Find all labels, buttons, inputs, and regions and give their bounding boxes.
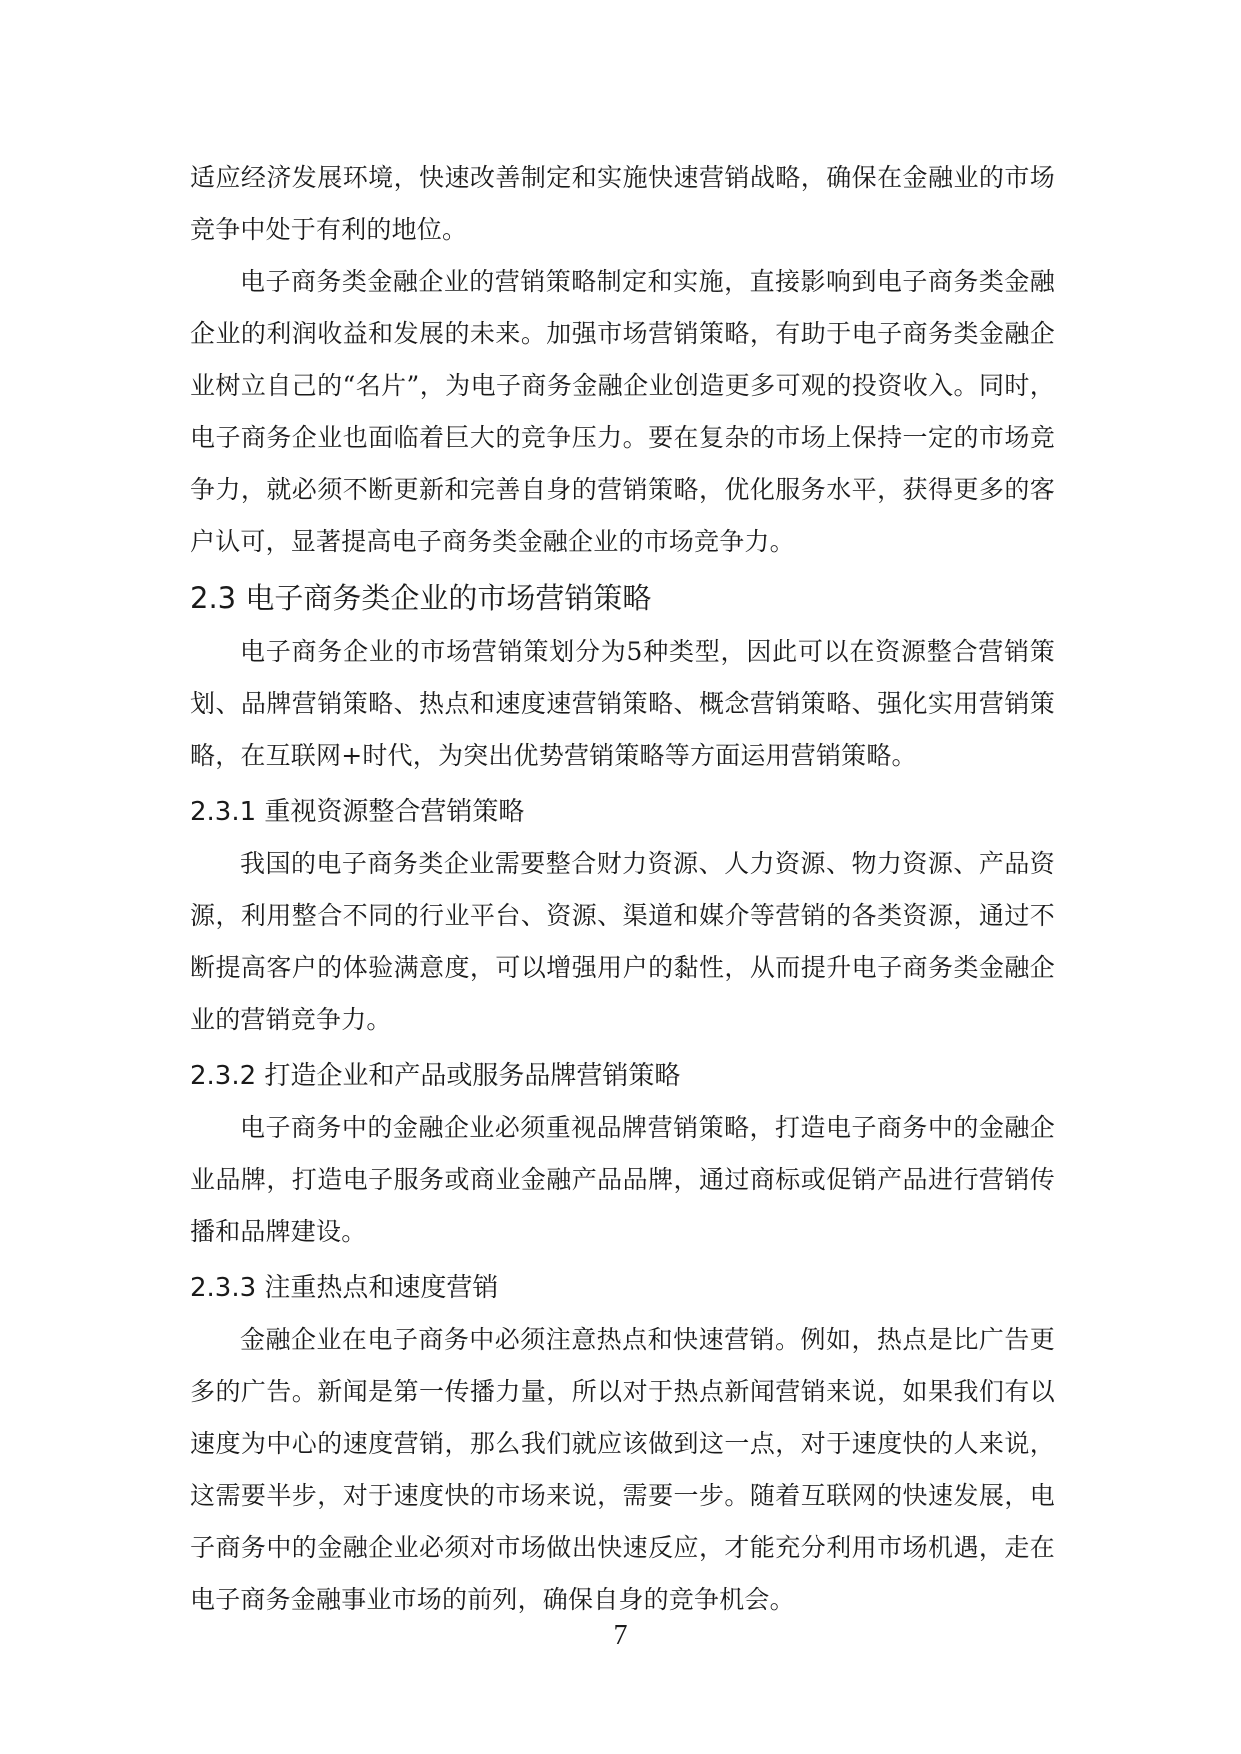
paragraph-resource-integration: 我国的电子商务类企业需要整合财力资源、人力资源、物力资源、产品资源，利用整合不同的行业平台、资源、渠道和媒介等营销的各类资源，通过不断提高客户的体验满意度，可以增强用户的黏性，从而提升电子商务类金融企业的营销竞争力。 [190, 849, 1055, 1034]
page-number: 7 [613, 1620, 628, 1651]
paragraph-continued: 适应经济发展环境，快速改善制定和实施快速营销战略，确保在金融业的市场竞争中处于有利的地位。 [190, 163, 1055, 244]
paragraph-brand-marketing: 电子商务中的金融企业必须重视品牌营销策略，打造电子商务中的金融企业品牌，打造电子服务或商业金融产品品牌，通过商标或促销产品进行营销传播和品牌建设。 [190, 1113, 1055, 1246]
paragraph-marketing-importance: 电子商务类金融企业的营销策略制定和实施，直接影响到电子商务类金融企业的利润收益和发展的未来。加强市场营销策略，有助于电子商务类金融企业树立自己的“名片”，为电子商务金融企业创造更多可观的投资收入。同时，电子商务企业也面临着巨大的竞争压力。要在复杂的市场上保持一定的市场竞争力，就必须不断更新和完善自身的营销策略，优化服务水平，获得更多的客户认可，显著提高电子商务类金融企业的市场竞争力。 [190, 267, 1055, 556]
section-heading-2-3: 2.3 电子商务类企业的市场营销策略 [190, 581, 652, 615]
paragraph-hotspot-speed-marketing: 金融企业在电子商务中必须注意热点和快速营销。例如，热点是比广告更多的广告。新闻是第一传播力量，所以对于热点新闻营销来说，如果我们有以速度为中心的速度营销，那么我们就应该做到这一点，对于速度快的人来说，这需要半步，对于速度快的市场来说，需要一步。随着互联网的快速发展，电子商务中的金融企业必须对市场做出快速反应，才能充分利用市场机遇，走在电子商务金融事业市场的前列，确保自身的竞争机会。 [190, 1325, 1055, 1614]
paragraph-strategy-types: 电子商务企业的市场营销策划分为5种类型，因此可以在资源整合营销策划、品牌营销策略、热点和速度速营销策略、概念营销策略、强化实用营销策略，在互联网+时代，为突出优势营销策略等方面运用营销策略。 [190, 637, 1055, 770]
subsection-heading-2-3-2: 2.3.2 打造企业和产品或服务品牌营销策略 [190, 1061, 681, 1091]
page-content [190, 152, 1055, 1626]
subsection-heading-2-3-3: 2.3.3 注重热点和速度营销 [190, 1273, 499, 1303]
subsection-heading-2-3-1: 2.3.1 重视资源整合营销策略 [190, 797, 525, 827]
